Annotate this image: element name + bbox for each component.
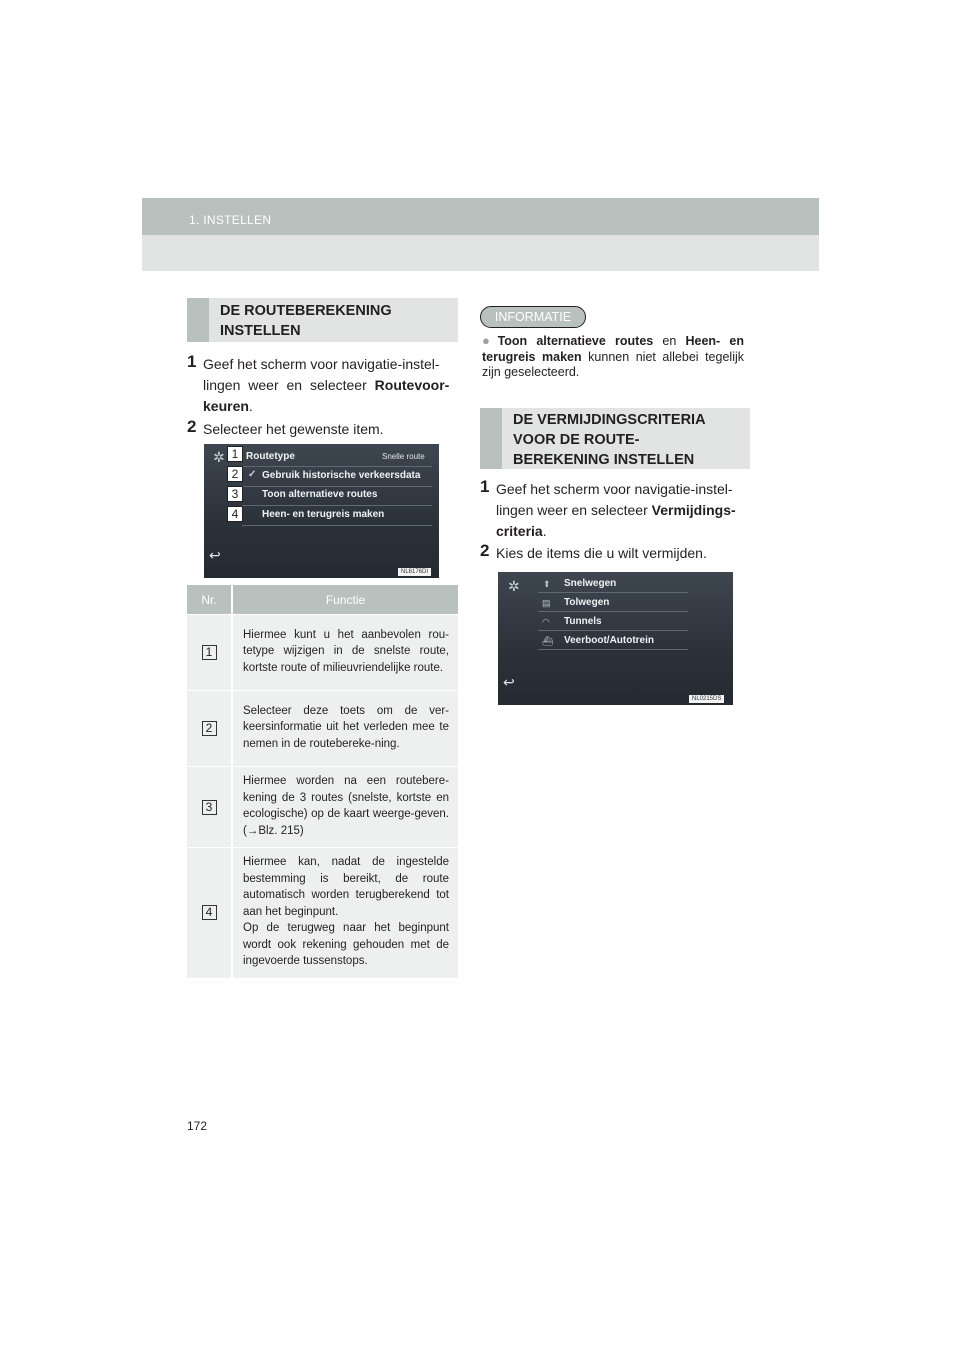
back-arrow-icon[interactable]: ↩ — [503, 674, 515, 690]
row-number: 3 — [202, 800, 217, 815]
avoid-criteria-screen — [498, 572, 733, 705]
screen-row[interactable]: Tunnels — [564, 616, 602, 627]
table-row — [187, 615, 458, 691]
step-text: Selecteer het gewenste item. — [203, 421, 384, 437]
gear-icon: ✲ — [213, 449, 225, 465]
page-number: 172 — [187, 1119, 208, 1133]
step-number: 2 — [480, 541, 490, 560]
screen-row[interactable]: Tolwegen — [564, 597, 610, 608]
table-row — [187, 848, 458, 978]
screen-row[interactable]: Snelwegen — [564, 578, 617, 589]
screen-row[interactable]: Heen- en terugreis maken — [262, 509, 385, 520]
route-settings-screen — [204, 444, 439, 578]
heading-line: DE VERMIJDINGSCRITERIA — [513, 412, 706, 428]
callout-2: 2 — [227, 466, 243, 482]
step-number: 1 — [480, 477, 490, 496]
step-number: 2 — [187, 417, 197, 436]
column-header-functie: Functie — [232, 585, 458, 615]
table-row — [187, 691, 458, 767]
heading-line: DE ROUTEBEREKENING — [220, 303, 392, 319]
function-table — [187, 585, 458, 978]
row-description: Hiermee worden na een routebere-kening de 3 routes (snelste, kortste en ecologische) op de kaart weerge-geven. (→Blz. 215) — [232, 767, 458, 848]
step-number: 1 — [187, 352, 197, 371]
image-code: NL0215DS — [689, 695, 724, 703]
screen-title-value: Snelle route — [382, 452, 425, 461]
callout-3: 3 — [227, 486, 243, 502]
toll-icon: ▤ — [542, 598, 551, 608]
gear-icon: ✲ — [508, 578, 520, 594]
section-heading-vermijdingscriteria — [480, 408, 750, 469]
row-description: Hiermee kan, nadat de ingestelde bestemming is bereikt, de route automatisch worden terugberekend tot aan het beginpunt. Op de terugweg naar het beginpunt wordt ook rekening gehouden met de ingevoerde tussenstops. — [232, 848, 458, 978]
highway-icon: ⬆ — [543, 579, 551, 589]
row-description: Selecteer deze toets om de ver-keersinformatie uit het verleden mee te nemen in de routebereke-ning. — [232, 691, 458, 767]
row-number: 2 — [202, 721, 217, 736]
screen-row[interactable]: Gebruik historische verkeersdata — [262, 470, 421, 481]
section-title: 1. INSTELLEN — [189, 213, 272, 227]
callout-4: 4 — [227, 506, 243, 522]
page-header — [142, 198, 819, 271]
column-header-nr: Nr. — [187, 585, 232, 615]
screen-row[interactable]: Veerboot/Autotrein — [564, 635, 655, 646]
info-text: ● Toon alternatieve routes en Heen- en terugreis maken kunnen niet allebei tegelijk zijn geselecteerd. — [482, 333, 744, 379]
row-number: 4 — [202, 905, 217, 920]
header-band — [142, 198, 819, 235]
step-text: Kies de items die u wilt vermijden. — [496, 545, 707, 561]
screen-title[interactable]: Routetype — [246, 451, 295, 462]
screen-row[interactable]: Toon alternatieve routes — [262, 489, 378, 500]
check-icon: ✓ — [248, 469, 257, 480]
image-code: NL6176DI — [398, 568, 431, 576]
table-header-row — [187, 585, 458, 615]
heading-line: VOOR DE ROUTE- — [513, 432, 640, 448]
bullet-icon: ● — [482, 333, 496, 348]
heading-line: BEREKENING INSTELLEN — [513, 452, 695, 468]
tunnel-icon: ◠ — [542, 617, 550, 627]
row-number: 1 — [202, 645, 217, 660]
callout-1: 1 — [227, 446, 243, 462]
table-row — [187, 767, 458, 848]
ferry-icon: ⛴ — [542, 636, 554, 646]
heading-line: INSTELLEN — [220, 323, 301, 339]
info-label: INFORMATIE — [480, 306, 586, 328]
step-text: Geef het scherm voor navigatie-instel- — [496, 481, 733, 497]
section-heading-routeberekening — [187, 298, 458, 342]
back-arrow-icon[interactable]: ↩ — [209, 547, 221, 563]
step-text: Geef het scherm voor navigatie-instel- — [203, 356, 440, 372]
row-description: Hiermee kunt u het aanbevolen rou-tetype wijzigen in de snelste route, kortste route of milieuvriendelijke route. — [232, 615, 458, 691]
